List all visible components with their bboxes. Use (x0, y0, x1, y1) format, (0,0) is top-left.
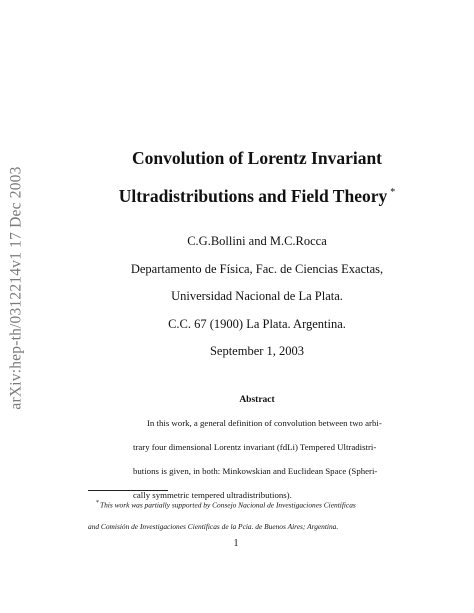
abstract-line: butions is given, in both: Minkowskian and Euclidean Space (Spheri- (133, 466, 378, 476)
abstract-line: trary four dimensional Lorentz invariant (fdLi) Tempered Ultradistri- (133, 442, 377, 452)
affiliation-department: Departamento de Física, Fac. de Ciencias Exactas, (130, 262, 384, 276)
abstract-line: In this work, a general definition of convolution between two arbi- (147, 418, 382, 428)
abstract-line: cally symmetric tempered ultradistributions). (133, 490, 292, 500)
footnote (88, 492, 388, 538)
footnote-line (88, 492, 388, 516)
footnote-divider (88, 490, 168, 491)
affiliation-address: C.C. 67 (1900) La Plata. Argentina. (168, 317, 346, 331)
paper-title-text-1: Convolution of Lorentz Invariant (131, 148, 383, 168)
footnote-line (88, 516, 388, 538)
footnote-mark: * (96, 500, 99, 506)
page-number: 1 (233, 538, 239, 549)
title-footnote-mark: * (390, 187, 396, 199)
paper-title-text-2: Ultradistributions and Field Theory (118, 186, 388, 206)
footnote-text-1: This work was partially supported by Consejo Nacional de Investigaciones Científicas (100, 500, 356, 510)
authors: C.G.Bollini and M.C.Rocca (187, 234, 327, 248)
footnote-text-2: and Comisión de Investigaciones Científicas de la Pcia. de Buenos Aires; Argentina. (88, 522, 339, 532)
arxiv-identifier-text: arXiv:hep-th/0312214v1 17 Dec 2003 (8, 166, 26, 410)
paper-date: September 1, 2003 (209, 344, 305, 358)
paper-title-line-2 (40, 186, 474, 207)
arxiv-identifier-stamp (2, 158, 32, 418)
paper-title-line-1 (40, 148, 474, 169)
abstract-heading: Abstract (239, 395, 275, 405)
affiliation-university: Universidad Nacional de La Plata. (171, 289, 343, 303)
